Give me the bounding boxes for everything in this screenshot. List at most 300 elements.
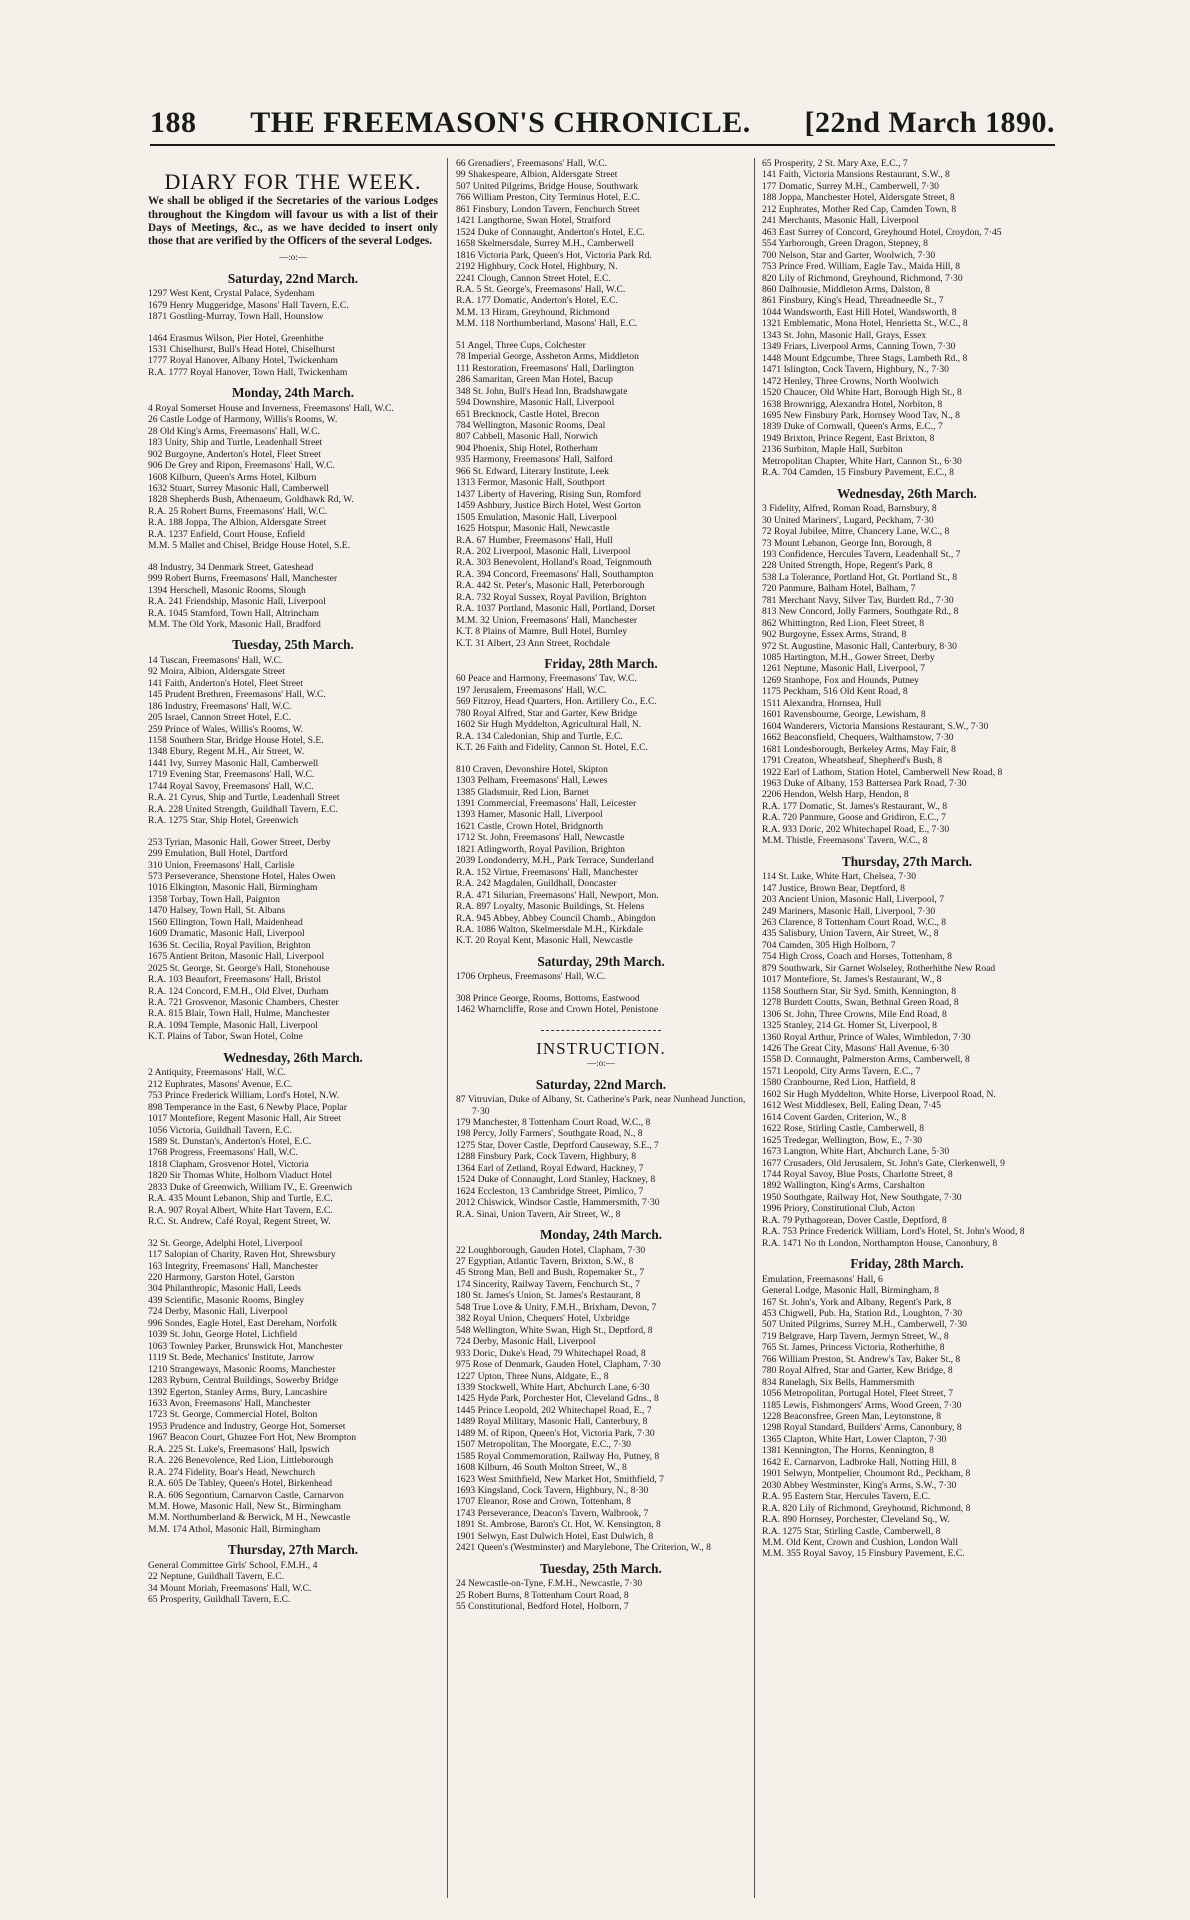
lodge-entry: 259 Prince of Wales, Willis's Rooms, W. <box>148 723 304 735</box>
lodge-entry: 60 Peace and Harmony, Freemasons' Tav, W.C. <box>456 673 637 685</box>
lodge-entry: 1505 Emulation, Masonic Hall, Liverpool <box>456 511 617 523</box>
lodge-entry: R.A. 1094 Temple, Masonic Hall, Liverpool <box>148 1019 318 1031</box>
lodge-entry: 51 Angel, Three Cups, Colchester <box>456 339 586 351</box>
lodge-entry: R.A. 188 Joppa, The Albion, Aldersgate Street <box>148 517 327 529</box>
lodge-entry: R.A. 1045 Stamford, Town Hall, Altrincham <box>148 607 320 619</box>
lodge-entry: 1325 Stanley, 214 Gt. Homer St, Liverpool, 8 <box>762 1020 937 1032</box>
lodge-entry: General Lodge, Masonic Hall, Birmingham, 8 <box>762 1285 939 1297</box>
section-gap <box>456 330 746 340</box>
section-gap <box>148 552 438 562</box>
lodge-entry: 720 Panmure, Balham Hotel, Balham, 7 <box>762 583 916 595</box>
lodge-entry: 1303 Pelham, Freemasons' Hall, Lewes <box>456 775 608 787</box>
lodge-entry: 906 De Grey and Ripon, Freemasons' Hall, W.C. <box>148 460 335 472</box>
lodge-entry: 308 Prince George, Rooms, Bottoms, Eastwood <box>456 992 640 1004</box>
lodge-entry: 2241 Clough, Cannon Street Hotel, E.C. <box>456 272 611 284</box>
lodge-entry: 1604 Wanderers, Victoria Mansions Restaurant, S.W., 7·30 <box>762 720 989 732</box>
lodge-entry: 1891 St. Ambrose, Baron's Ct. Hot, W. Kensington, 8 <box>456 1519 661 1531</box>
lodge-entry: K.T. 8 Plains of Mamre, Bull Hotel, Burnley <box>456 626 628 638</box>
lodge-entry: 1589 St. Dunstan's, Anderton's Hotel, E.C. <box>148 1135 312 1147</box>
lodge-entry: 1679 Henry Muggeridge, Masons' Hall Tavern, E.C. <box>148 299 349 311</box>
lodge-entry: 1967 Beacon Court, Ghuzee Fort Hot, New Brompton <box>148 1432 357 1444</box>
lodge-entry: M.M. Northumberland & Berwick, M H., Newcastle <box>148 1512 351 1524</box>
lodge-entry: 780 Royal Alfred, Star and Garter, Kew Bridge, 8 <box>762 1365 953 1377</box>
lodge-entry: 66 Grenadiers', Freemasons' Hall, W.C. <box>456 158 608 169</box>
lodge-entry: 1608 Kilburn, 46 South Molton Street, W., 8 <box>456 1462 627 1474</box>
lodge-entry: 439 Scientific, Masonic Rooms, Bingley <box>148 1294 305 1306</box>
lodge-entry: 1662 Beaconsfield, Chequers, Walthamstow, 7·30 <box>762 732 954 744</box>
lodge-entry: R.A. 67 Humber, Freemasons' Hall, Hull <box>456 534 613 546</box>
lodge-entry: 753 Prince Fred. William, Eagle Tav., Maida Hill, 8 <box>762 261 961 273</box>
lodge-entry: 212 Euphrates, Mother Red Cap, Camden Town, 8 <box>762 203 957 215</box>
lodge-entry: 1358 Torbay, Town Hall, Paignton <box>148 893 280 905</box>
lodge-entry: 1511 Alexandra, Hornsea, Hull <box>762 697 882 709</box>
lodge-entry: 1394 Herschell, Masonic Rooms, Slough <box>148 584 306 596</box>
day-heading: Saturday, 29th March. <box>537 953 665 969</box>
lodge-entry: Emulation, Freemasons' Hall, 6 <box>762 1273 883 1285</box>
lodge-entry: 1470 Halsey, Town Hall, St. Albans <box>148 905 286 917</box>
lodge-entry: 1348 Ebury, Regent M.H., Air Street, W. <box>148 746 305 758</box>
lodge-entry: 1632 Stuart, Surrey Masonic Hall, Camberwell <box>148 482 329 494</box>
lodge-entry: 1507 Metropolitan, The Moorgate, E.C., 7·30 <box>456 1439 631 1451</box>
lodge-entry: 765 St. James, Princess Victoria, Rotherhithe, 8 <box>762 1342 945 1354</box>
lodge-entry: 1625 Tredegar, Wellington, Bow, E., 7·30 <box>762 1134 923 1146</box>
lodge-entry: 1949 Brixton, Prince Regent, East Brixton, 8 <box>762 432 935 444</box>
lodge-entry: 1306 St. John, Three Crowns, Mile End Road, 8 <box>762 1008 947 1020</box>
lodge-entry: 1839 Duke of Cornwall, Queen's Arms, E.C., 7 <box>762 421 943 433</box>
lodge-entry: 241 Merchants, Masonic Hall, Liverpool <box>762 215 919 227</box>
lodge-entry: 1365 Clapton, White Hart, Lower Clapton, 7·30 <box>762 1433 947 1445</box>
lodge-entry: 935 Harmony, Freemasons' Hall, Salford <box>456 454 613 466</box>
lodge-entry: 766 William Preston, City Terminus Hotel, E.C. <box>456 192 641 204</box>
lodge-entry: 1820 Sir Thomas White, Holborn Viaduct Hotel <box>148 1170 333 1182</box>
lodge-entry: 1677 Crusaders, Old Jerusalem, St. John's Gate, Clerkenwell, 9 <box>762 1157 1005 1169</box>
lodge-entry: 197 Jerusalem, Freemasons' Hall, W.C. <box>456 684 607 696</box>
lodge-entry: 2833 Duke of Greenwich, William IV., E. Greenwich <box>148 1181 353 1193</box>
lodge-entry: 1818 Clapham, Grosvenor Hotel, Victoria <box>148 1158 309 1170</box>
lodge-entry: R.A. 704 Camden, 15 Finsbury Pavement, E.C., 8 <box>762 467 954 479</box>
lodge-entry: 114 St. Luke, White Hart, Chelsea, 7·30 <box>762 871 917 883</box>
lodge-entry: R.A. 605 De Tabley, Queen's Hotel, Birkenhead <box>148 1478 333 1490</box>
lodge-entry: 92 Moira, Albion, Aldersgate Street <box>148 666 285 678</box>
lodge-entry: M.M. 174 Athol, Masonic Hall, Birmingham <box>148 1523 321 1535</box>
lodge-entry: R.A. 1086 Walton, Skelmersdale M.H., Kirkdale <box>456 924 643 935</box>
lodge-entry: R.A. 226 Benevolence, Red Lion, Littleborough <box>148 1455 334 1467</box>
lodge-entry: 594 Downshire, Masonic Hall, Liverpool <box>456 397 615 409</box>
lodge-entry: 1642 E. Carnarvon, Ladbroke Hall, Notting Hill, 8 <box>762 1456 957 1468</box>
lodge-entry: 73 Mount Lebanon, George Inn, Borough, 8 <box>762 537 932 549</box>
lodge-entry: 2 Antiquity, Freemasons' Hall, W.C. <box>148 1067 287 1079</box>
lodge-entry: M.M. Old Kent, Crown and Cushion, London Wall <box>762 1537 958 1549</box>
lodge-entry: M.M. 118 Northumberland, Masons' Hall, E.C. <box>456 318 638 330</box>
lodge-entry: 554 Yarborough, Green Dragon, Stepney, 8 <box>762 238 928 250</box>
lodge-entry: 174 Sincerity, Railway Tavern, Fenchurch St., 7 <box>456 1278 640 1290</box>
lodge-entry: 1017 Montefiore, Regent Masonic Hall, Air Street <box>148 1113 341 1125</box>
lodge-entry: 310 Union, Freemasons' Hall, Carlisle <box>148 859 295 871</box>
lodge-entry: 902 Burgoyne, Essex Arms, Strand, 8 <box>762 629 907 641</box>
day-heading: Saturday, 22nd March. <box>227 270 359 286</box>
lodge-entry: 1695 New Finsbury Park, Hornsey Wood Tav, N., 8 <box>762 409 960 421</box>
lodge-entry: 1445 Prince Leopold, 202 Whitechapel Road, E., 7 <box>456 1404 652 1416</box>
lodge-entry: 1636 St. Cecilia, Royal Pavilion, Brighton <box>148 939 311 951</box>
day-heading: Friday, 28th March. <box>850 1256 964 1272</box>
lodge-entry: 1321 Emblematic, Mona Hotel, Henrietta St., W.C., 8 <box>762 318 968 330</box>
lodge-entry: 1601 Ravensbourne, George, Lewisham, 8 <box>762 709 926 721</box>
day-heading: Wednesday, 26th March. <box>837 485 977 501</box>
lodge-entry: 141 Faith, Victoria Mansions Restaurant, S.W., 8 <box>762 169 950 181</box>
lodge-entry: 807 Cabbell, Masonic Hall, Norwich <box>456 431 598 443</box>
lodge-entry: 1426 The Great City, Masons' Hall Avenue, 6·30 <box>762 1042 949 1054</box>
lodge-entry: 2192 Highbury, Cock Hotel, Highbury, N. <box>456 261 618 273</box>
lodge-entry: 1210 Strangeways, Masonic Rooms, Manchester <box>148 1363 336 1375</box>
lodge-entry: 813 New Concord, Jolly Farmers, Southgate Rd., 8 <box>762 606 959 618</box>
lodge-entry: R.A. 177 Domatic, St. James's Restaurant, W., 8 <box>762 800 948 812</box>
lodge-entry: 1228 Beaconsfree, Green Man, Leytonstone, 8 <box>762 1411 942 1423</box>
lodge-entry: 1017 Montefiore, St. James's Restaurant, W., 8 <box>762 974 942 986</box>
day-heading: Tuesday, 25th March. <box>540 1560 662 1576</box>
lodge-entry: 1622 Rose, Stirling Castle, Camberwell, 8 <box>762 1123 925 1135</box>
day-heading: Tuesday, 25th March. <box>232 637 354 653</box>
lodge-entry: 1901 Selwyn, East Dulwich Hotel, East Dulwich, 8 <box>456 1530 654 1542</box>
column-3 <box>762 158 1052 1560</box>
lodge-entry: 753 Prince Frederick William, Lord's Hotel, N.W. <box>148 1090 340 1102</box>
lodge-entry: 700 Nelson, Star and Garter, Woolwich, 7·30 <box>762 249 936 261</box>
lodge-entry: 1633 Avon, Freemasons' Hall, Manchester <box>148 1397 311 1409</box>
lodge-entry: 72 Royal Jubilee, Mitre, Chancery Lane, W.C., 8 <box>762 526 950 538</box>
column-rule <box>447 158 448 1898</box>
lodge-entry: 1768 Progress, Freemasons' Hall, W.C. <box>148 1147 298 1159</box>
lodge-entry: 975 Rose of Denmark, Gauden Hotel, Clapham, 7·30 <box>456 1359 661 1371</box>
lodge-entry: 1158 Southern Star, Sir Syd. Smith, Kennington, 8 <box>762 985 957 997</box>
lodge-entry: M.M. Thistle, Freemasons' Tavern, W.C., 8 <box>762 835 928 847</box>
lodge-entry: R.A. 241 Friendship, Masonic Hall, Liverpool <box>148 596 326 608</box>
lodge-entry: 249 Mariners, Masonic Hall, Liverpool, 7·30 <box>762 905 936 917</box>
lodge-entry: 2030 Abbey Westminster, King's Arms, S.W., 7·30 <box>762 1479 957 1491</box>
lodge-entry: 25 Robert Burns, 8 Tottenham Court Road, 8 <box>456 1589 629 1601</box>
lodge-entry: 1624 Eccleston, 13 Cambridge Street, Pimlico, 7 <box>456 1185 644 1197</box>
lodge-entry: R.A. 1275 Star, Stirling Castle, Camberwell, 8 <box>762 1525 941 1537</box>
lodge-entry: 220 Harmony, Garston Hotel, Garston <box>148 1271 295 1283</box>
lodge-entry: R.A. 815 Blair, Town Hall, Hulme, Manchester <box>148 1008 330 1020</box>
lodge-entry: 55 Constitutional, Bedford Hotel, Holborn, 7 <box>456 1601 629 1613</box>
lodge-entry: 26 Castle Lodge of Harmony, Willis's Rooms, W. <box>148 414 338 426</box>
lodge-entry: 1658 Skelmersdale, Surrey M.H., Camberwell <box>456 238 634 250</box>
lodge-entry: 1673 Langton, White Hart, Abchurch Lane, 5·30 <box>762 1146 950 1158</box>
lodge-entry: 186 Industry, Freemasons' Hall, W.C. <box>148 700 292 712</box>
section-gap <box>148 827 438 837</box>
lodge-entry: 1681 Londesborough, Berkeley Arms, May Fair, 8 <box>762 743 956 755</box>
lodge-entry: R.A. 225 St. Luke's, Freemasons' Hall, Ipswich <box>148 1443 330 1455</box>
lodge-entry: 45 Strong Man, Bell and Bush, Ropemaker St., 7 <box>456 1267 645 1279</box>
lodge-entry: 1421 Langthorne, Swan Hotel, Stratford <box>456 215 611 227</box>
lodge-entry: R.A. 897 Loyalty, Masonic Buildings, St. Helens <box>456 901 645 913</box>
lodge-entry: 1560 Ellington, Town Hall, Maidenhead <box>148 916 303 928</box>
lodge-entry: 1275 Star, Dover Castle, Deptford Causeway, S.E., 7 <box>456 1139 659 1151</box>
lodge-entry: 1623 West Smithfield, New Market Hot, Smithfield, 7 <box>456 1473 664 1485</box>
lodge-entry: 32 St. George, Adelphi Hotel, Liverpool <box>148 1237 303 1249</box>
lodge-entry: 48 Industry, 34 Denmark Street, Gateshead <box>148 561 314 573</box>
lodge-entry: K.T. 26 Faith and Fidelity, Cannon St. Hotel, E.C. <box>456 742 648 754</box>
lodge-entry: 205 Israel, Cannon Street Hotel, E.C. <box>148 712 292 724</box>
lodge-entry: Metropolitan Chapter, White Hart, Cannon St., 6·30 <box>762 455 962 467</box>
lodge-entry: R.A. 1275 Star, Ship Hotel, Greenwich <box>148 815 299 827</box>
column-2 <box>456 158 746 1613</box>
lodge-entry: K.T. Plains of Tabor, Swan Hotel, Colne <box>148 1031 303 1043</box>
lodge-entry: 1524 Duke of Connaught, Anderton's Hotel, E.C. <box>456 226 645 238</box>
lodge-entry: 1044 Wandsworth, East Hill Hotel, Wandsworth, 8 <box>762 306 957 318</box>
lodge-entry: R.A. 753 Prince Frederick William, Lord's Hotel, St. John's Wood, 8 <box>762 1226 1025 1238</box>
lodge-entry: 898 Temperance in the East, 6 Newby Place, Poplar <box>148 1101 347 1113</box>
lodge-entry: 1297 West Kent, Crystal Palace, Sydenham <box>148 288 315 300</box>
lodge-entry: 651 Brecknock, Castle Hotel, Brecon <box>456 408 600 420</box>
lodge-entry: 198 Percy, Jolly Farmers', Southgate Road, N., 8 <box>456 1128 643 1140</box>
lodge-entry: 1016 Elkington, Masonic Hall, Birmingham <box>148 882 318 894</box>
lodge-entry: R.A. 134 Caledonian, Ship and Turtle, E.C. <box>456 730 623 742</box>
lodge-entry: 111 Restoration, Freemasons' Hall, Darlington <box>456 362 634 374</box>
lodge-entry: 1158 Southern Star, Bridge House Hotel, S.E. <box>148 735 324 747</box>
lodge-entry: 183 Unity, Ship and Turtle, Leadenhall Street <box>148 437 323 449</box>
lodge-entry: 1723 St. George, Commercial Hotel, Bolton <box>148 1409 318 1421</box>
lodge-entry: 1520 Chaucer, Old White Hart, Borough High St., 8 <box>762 387 962 399</box>
lodge-entry: R.A. 1471 No th London, Northampton House, Canonbury, 8 <box>762 1237 998 1249</box>
lodge-entry: 507 United Pilgrims, Surrey M.H., Camberwell, 7·30 <box>762 1319 967 1331</box>
section-gap <box>456 754 746 764</box>
lodge-entry: R.A. 471 Silurian, Freemasons' Hall, Newport, Mon. <box>456 889 659 901</box>
lodge-entry: 1791 Creaton, Wheatsheaf, Shepherd's Bush, 8 <box>762 755 943 767</box>
lodge-entry: R.A. 274 Fidelity, Boar's Head, Newchurch <box>148 1466 316 1478</box>
lodge-entry: 766 William Preston, St. Andrew's Tav, Baker St., 8 <box>762 1353 961 1365</box>
lodge-entry: R.A. 5 St. George's, Freemasons' Hall, W.C. <box>456 283 626 295</box>
lodge-entry: K.T. 20 Royal Kent, Masonic Hall, Newcastle <box>456 935 633 947</box>
lodge-entry: 28 Old King's Arms, Freemasons' Hall, W.C. <box>148 425 320 437</box>
lodge-entry: R.A. 1777 Royal Hanover, Town Hall, Twickenham <box>148 366 348 378</box>
lodge-entry: 1459 Ashbury, Justice Birch Hotel, West Gorton <box>456 500 641 512</box>
lodge-entry: 1963 Duke of Albany, 153 Battersea Park Road, 7·30 <box>762 778 967 790</box>
lodge-entry: 228 United Strength, Hope, Regent's Park, 8 <box>762 560 933 572</box>
lodge-entry: 902 Burgoyne, Anderton's Hotel, Fleet Street <box>148 448 321 460</box>
lodge-entry: R.A. Sinai, Union Tavern, Air Street, W., 8 <box>456 1208 621 1220</box>
lodge-entry: 507 United Pilgrims, Bridge House, Southwark <box>456 180 639 192</box>
lodge-entry: R.A. 95 Eastern Star, Hercules Tavern, E.C. <box>762 1491 931 1503</box>
lodge-entry: 1119 St. Bede, Mechanics' Institute, Jarrow <box>148 1352 315 1364</box>
lodge-entry: R.A. 21 Cyrus, Ship and Turtle, Leadenhall Street <box>148 792 340 804</box>
lodge-entry: 1360 Royal Arthur, Prince of Wales, Wimbledon, 7·30 <box>762 1031 971 1043</box>
lodge-entry: R.A. 907 Royal Albert, White Hart Tavern, E.C. <box>148 1204 333 1216</box>
lodge-entry: M.M. 5 Mallet and Chisel, Bridge House Hotel, S.E. <box>148 540 350 552</box>
lodge-entry: 1743 Perseverance, Deacon's Tavern, Walbrook, 7 <box>456 1507 649 1519</box>
lodge-entry: 1585 Royal Commemoration, Railway Ho, Putney, 8 <box>456 1450 660 1462</box>
lodge-entry: 1349 Friars, Liverpool Arms, Canning Town, 7·30 <box>762 341 956 353</box>
lodge-entry: 2206 Hendon, Welsh Harp, Hendon, 8 <box>762 789 909 801</box>
lodge-entry: R.A. 820 Lily of Richmond, Greyhound, Richmond, 8 <box>762 1502 971 1514</box>
lodge-entry: 966 St. Edward, Literary Institute, Leek <box>456 465 609 477</box>
lodge-entry: 1056 Metropolitan, Portugal Hotel, Fleet Street, 7 <box>762 1388 954 1400</box>
lodge-entry: 879 Southwark, Sir Garnet Wolseley, Rotherhithe New Road <box>762 962 996 974</box>
lodge-entry: 1744 Royal Savoy, Blue Posts, Charlotte Street, 8 <box>762 1168 953 1180</box>
day-heading: Thursday, 27th March. <box>227 1542 359 1558</box>
lodge-entry: 780 Royal Alfred, Star and Garter, Kew Bridge <box>456 707 638 719</box>
lodge-entry: 1441 Ivy, Surrey Masonic Hall, Camberwell <box>148 757 319 769</box>
lodge-entry: 203 Ancient Union, Masonic Hall, Liverpool, 7 <box>762 894 944 906</box>
lodge-entry: 2039 Londonderry, M.H., Park Terrace, Sunderland <box>456 855 654 867</box>
lodge-entry: 1706 Orpheus, Freemasons' Hall, W.C. <box>456 971 606 983</box>
lodge-entry: 14 Tuscan, Freemasons' Hall, W.C. <box>148 654 283 666</box>
lodge-entry: 177 Domatic, Surrey M.H., Camberwell, 7·30 <box>762 180 939 192</box>
section-gap <box>456 983 746 993</box>
lodge-entry: 1278 Burdett Coutts, Swan, Bethnal Green Road, 8 <box>762 997 959 1009</box>
lodge-entry: M.M. Howe, Masonic Hall, New St., Birmingham <box>148 1501 341 1513</box>
lodge-entry: 299 Emulation, Bull Hotel, Dartford <box>148 848 288 860</box>
lodge-entry: 1821 Atlingworth, Royal Pavilion, Brighton <box>456 843 625 855</box>
lodge-entry: R.A. 945 Abbey, Abbey Council Chamb., Abingdon <box>456 912 656 924</box>
lodge-entry: 820 Lily of Richmond, Greyhound, Richmond, 7·30 <box>762 272 963 284</box>
lodge-entry: 573 Perseverance, Shenstone Hotel, Hales Owen <box>148 871 336 883</box>
lodge-entry: 348 St. John, Bull's Head Inn, Bradshawgate <box>456 385 628 397</box>
lodge-entry: 1489 M. of Ripon, Queen's Hot, Victoria Park, 7·30 <box>456 1427 655 1439</box>
lodge-entry: 861 Finsbury, King's Head, Threadneedle St., 7 <box>762 295 944 307</box>
section-title: INSTRUCTION. <box>536 1038 666 1058</box>
lodge-entry: 193 Confidence, Hercules Tavern, Leadenhall St., 7 <box>762 548 961 560</box>
lodge-entry: 1339 Stockwell, White Hart, Abchurch Lane, 6·30 <box>456 1381 650 1393</box>
lodge-entry: R.A. 721 Grosvenor, Masonic Chambers, Chester <box>148 997 339 1008</box>
lodge-entry: 30 United Mariners', Lugard, Peckham, 7·30 <box>762 514 934 526</box>
lodge-entry: 1828 Shepherds Bush, Athenaeum, Goldhawk Rd, W. <box>148 494 354 506</box>
lodge-entry: 1571 Leopold, City Arms Tavern, E.C., 7 <box>762 1065 921 1077</box>
lodge-entry: General Committee Girls' School, F.M.H., 4 <box>148 1559 318 1571</box>
lodge-entry: 904 Phoenix, Ship Hotel, Rotherham <box>456 442 598 454</box>
lodge-entry: 784 Wellington, Masonic Rooms, Deal <box>456 419 606 431</box>
lodge-entry: 1609 Dramatic, Masonic Hall, Liverpool <box>148 928 305 940</box>
lodge-entry: 1269 Stanhope, Fox and Hounds, Putney <box>762 674 919 686</box>
lodge-entry: 1558 D. Connaught, Palmerston Arms, Camberwell, 8 <box>762 1054 970 1066</box>
lodge-entry: 34 Mount Moriah, Freemasons' Hall, W.C. <box>148 1582 312 1594</box>
lodge-entry: 167 St. John's, York and Albany, Regent's Park, 8 <box>762 1296 952 1308</box>
lodge-entry: 286 Samaritan, Green Man Hotel, Bacup <box>456 374 613 386</box>
lodge-entry: 382 Royal Union, Chequers' Hotel, Uxbridge <box>456 1313 630 1325</box>
lodge-entry: 1471 Islington, Cock Tavern, Highbury, N., 7·30 <box>762 364 949 376</box>
lodge-entry: 1448 Mount Edgcumbe, Three Stags, Lambeth Rd., 8 <box>762 352 968 364</box>
lodge-entry: 65 Prosperity, 2 St. Mary Axe, E.C., 7 <box>762 158 908 169</box>
lodge-entry: R.A. 228 United Strength, Guildhall Tavern, E.C. <box>148 803 338 815</box>
lodge-entry: R.A. 25 Robert Burns, Freemasons' Hall, W.C. <box>148 505 328 517</box>
lodge-entry: 996 Sondes, Eagle Hotel, East Dereham, Norfolk <box>148 1317 337 1329</box>
lodge-entry: 1425 Hyde Park, Porchester Hot, Cleveland Gdns., 8 <box>456 1393 659 1405</box>
lodge-entry: 1712 St. John, Freemasons' Hall, Newcastle <box>456 832 625 844</box>
lodge-entry: 2421 Queen's (Westminster) and Marylebone, The Criterion, W., 8 <box>456 1542 711 1554</box>
lodge-entry: 862 Whittington, Red Lion, Fleet Street, 8 <box>762 617 925 629</box>
lodge-entry: 548 True Love & Unity, F.M.H., Brixham, Devon, 7 <box>456 1301 657 1313</box>
lodge-entry: 999 Robert Burns, Freemasons' Hall, Manchester <box>148 573 338 585</box>
lodge-entry: 1472 Henley, Three Crowns, North Woolwich <box>762 375 939 387</box>
lodge-entry: 1621 Castle, Crown Hotel, Bridgnorth <box>456 820 604 832</box>
lodge-entry: 1391 Commercial, Freemasons' Hall, Leicester <box>456 798 637 810</box>
lodge-entry: 754 High Cross, Coach and Horses, Tottenham, 8 <box>762 951 952 963</box>
lodge-entry: 453 Chigwell, Pub. Ha, Station Rd., Loughton, 7·30 <box>762 1307 963 1319</box>
lodge-entry: 1227 Upton, Three Nuns, Aldgate, E., 8 <box>456 1370 609 1382</box>
lodge-entry: 1950 Southgate, Railway Hot, New Southgate, 7·30 <box>762 1191 962 1203</box>
lodge-entry: 1744 Royal Savoy, Freemasons' Hall, W.C. <box>148 780 314 792</box>
lodge-entry: 212 Euphrates, Masons' Avenue, E.C. <box>148 1078 293 1090</box>
section-gap <box>148 1228 438 1238</box>
lodge-entry: R.A. 442 St. Peter's, Masonic Hall, Peterborough <box>456 580 645 592</box>
lodge-entry: 861 Finsbury, London Tavern, Fenchurch Street <box>456 203 640 215</box>
lodge-entry: R.C. St. Andrew, Café Royal, Regent Street, W. <box>148 1216 331 1228</box>
day-heading: Monday, 24th March. <box>539 1227 663 1243</box>
column-rule <box>754 158 755 1898</box>
lodge-entry: 1625 Hotspur, Masonic Hall, Newcastle <box>456 523 610 535</box>
page-number: 188 <box>150 106 197 139</box>
lodge-entry: 2012 Chiswick, Windsor Castle, Hammersmith, 7·30 <box>456 1197 660 1209</box>
section-gap <box>148 323 438 333</box>
lodge-entry: K.T. 31 Albert, 23 Ann Street, Rochdale <box>456 637 610 649</box>
lodge-entry: R.A. 103 Beaufort, Freemasons' Hall, Bristol <box>148 974 322 986</box>
lodge-entry: 1612 West Middlesex, Bell, Ealing Dean, 7·45 <box>762 1100 941 1112</box>
lodge-entry: 1085 Hartington, M.H., Gower Street, Derby <box>762 652 935 664</box>
lodge-entry: R.A. 933 Doric, 202 Whitechapel Road, E., 7·30 <box>762 823 950 835</box>
column-1 <box>148 158 438 1606</box>
lodge-entry: 1039 St. John, George Hotel, Lichfield <box>148 1329 298 1341</box>
lodge-entry: 1892 Wallington, King's Arms, Carshalton <box>762 1180 925 1192</box>
lodge-entry: 147 Justice, Brown Bear, Deptford, 8 <box>762 882 905 894</box>
issue-date: [22nd March 1890. <box>804 106 1055 139</box>
journal-title: THE FREEMASON'S CHRONICLE. <box>250 106 751 139</box>
lodge-entry: 569 Fitzroy, Head Quarters, Hon. Artillery Co., E.C. <box>456 696 657 708</box>
lodge-entry: M.M. 13 Hiram, Greyhound, Richmond <box>456 306 610 318</box>
lodge-entry: 65 Prosperity, Guildhall Tavern, E.C. <box>148 1594 291 1606</box>
lodge-entry: M.M. 32 Union, Freemasons' Hall, Manchester <box>456 614 638 626</box>
lodge-entry: 27 Egyptian, Atlantic Tavern, Brixton, S.W., 8 <box>456 1255 634 1267</box>
lodge-entry: 163 Integrity, Freemasons' Hall, Manchester <box>148 1260 319 1272</box>
lodge-entry: 1313 Fermor, Masonic Hall, Southport <box>456 477 605 489</box>
lodge-entry: R.A. 124 Concord, F.M.H., Old Elvet, Durham <box>148 985 329 997</box>
lodge-entry: R.A. 435 Mount Lebanon, Ship and Turtle, E.C. <box>148 1193 333 1205</box>
intro-paragraph: We shall be obliged if the Secretaries of the various Lodges throughout the Kingdom will favour us with a list of their Days of Meetings, &c., as we have decided to insert only those that are verified by the Officers of the several Lodges. <box>148 195 438 248</box>
lodge-entry: 719 Belgrave, Harp Tavern, Jermyn Street, W., 8 <box>762 1330 949 1342</box>
lodge-entry: 1381 Kennington, The Horns, Kennington, 8 <box>762 1445 934 1457</box>
lodge-entry: 1996 Priory, Constitutional Club, Acton <box>762 1203 915 1215</box>
lodge-entry: 1283 Ryburn, Central Buildings, Sowerby Bridge <box>148 1375 339 1387</box>
lodge-entry: 1524 Duke of Connaught, Lord Stanley, Hackney, 8 <box>456 1174 656 1186</box>
lodge-entry: R.A. 177 Domatic, Anderton's Hotel, E.C. <box>456 295 618 307</box>
lodge-entry: 1393 Hamer, Masonic Hall, Liverpool <box>456 809 603 821</box>
lodge-entry: R.A. 890 Hornsey, Porchester, Cleveland Sq., W. <box>762 1514 950 1526</box>
lodge-entry: 1777 Royal Hanover, Albany Hotel, Twickenham <box>148 355 338 367</box>
lodge-entry: 1261 Neptune, Masonic Hall, Liverpool, 7 <box>762 663 926 675</box>
lodge-entry: 253 Tyrian, Masonic Hall, Gower Street, Derby <box>148 836 331 848</box>
lodge-entry: 1343 St. John, Masonic Hall, Grays, Essex <box>762 329 927 341</box>
lodge-entry: 78 Imperial George, Assheton Arms, Middleton <box>456 351 639 363</box>
lodge-entry: 1614 Covent Garden, Criterion, W., 8 <box>762 1111 907 1123</box>
lodge-entry: R.A. 79 Pythagorean, Dover Castle, Deptford, 8 <box>762 1214 947 1226</box>
lodge-entry: 1922 Earl of Lathom, Station Hotel, Camberwell New Road, 8 <box>762 766 1003 778</box>
lodge-entry: 22 Loughborough, Gauden Hotel, Clapham, 7·30 <box>456 1244 646 1256</box>
lodge-entry: 141 Faith, Anderton's Hotel, Fleet Street <box>148 677 303 689</box>
lodge-entry: 1288 Finsbury Park, Cock Tavern, Highbury, 8 <box>456 1151 636 1163</box>
lodge-entry: 1175 Peckham, 516 Old Kent Road, 8 <box>762 686 908 698</box>
lodge-entry: 2025 St. George, St. George's Hall, Stonehouse <box>148 962 330 974</box>
lodge-entry: 304 Philanthropic, Masonic Hall, Leeds <box>148 1283 301 1295</box>
lodge-entry: 1462 Wharncliffe, Rose and Crown Hotel, Penistone <box>456 1004 659 1016</box>
lodge-entry: R.A. 202 Liverpool, Masonic Hall, Liverpool <box>456 545 631 557</box>
lodge-entry: 781 Merchant Navy, Silver Tav, Burdett Rd., 7·30 <box>762 594 954 606</box>
lodge-entry: R.A. 1037 Portland, Masonic Hall, Portland, Dorset <box>456 603 656 615</box>
lodge-entry: 548 Wellington, White Swan, High St., Deptford, 8 <box>456 1324 653 1336</box>
lodge-entry: 1531 Chiselhurst, Bull's Head Hotel, Chiselhurst <box>148 343 335 355</box>
lodge-entry: 24 Newcastle-on-Tyne, F.M.H., Newcastle, 7·30 <box>456 1578 643 1590</box>
lodge-entry: 1489 Royal Military, Masonic Hall, Canterbury, 8 <box>456 1416 648 1428</box>
lodge-entry: 145 Prudent Brethren, Freemasons' Hall, W.C. <box>148 689 326 701</box>
day-heading: Monday, 24th March. <box>231 385 355 401</box>
section-divider <box>541 1030 661 1031</box>
